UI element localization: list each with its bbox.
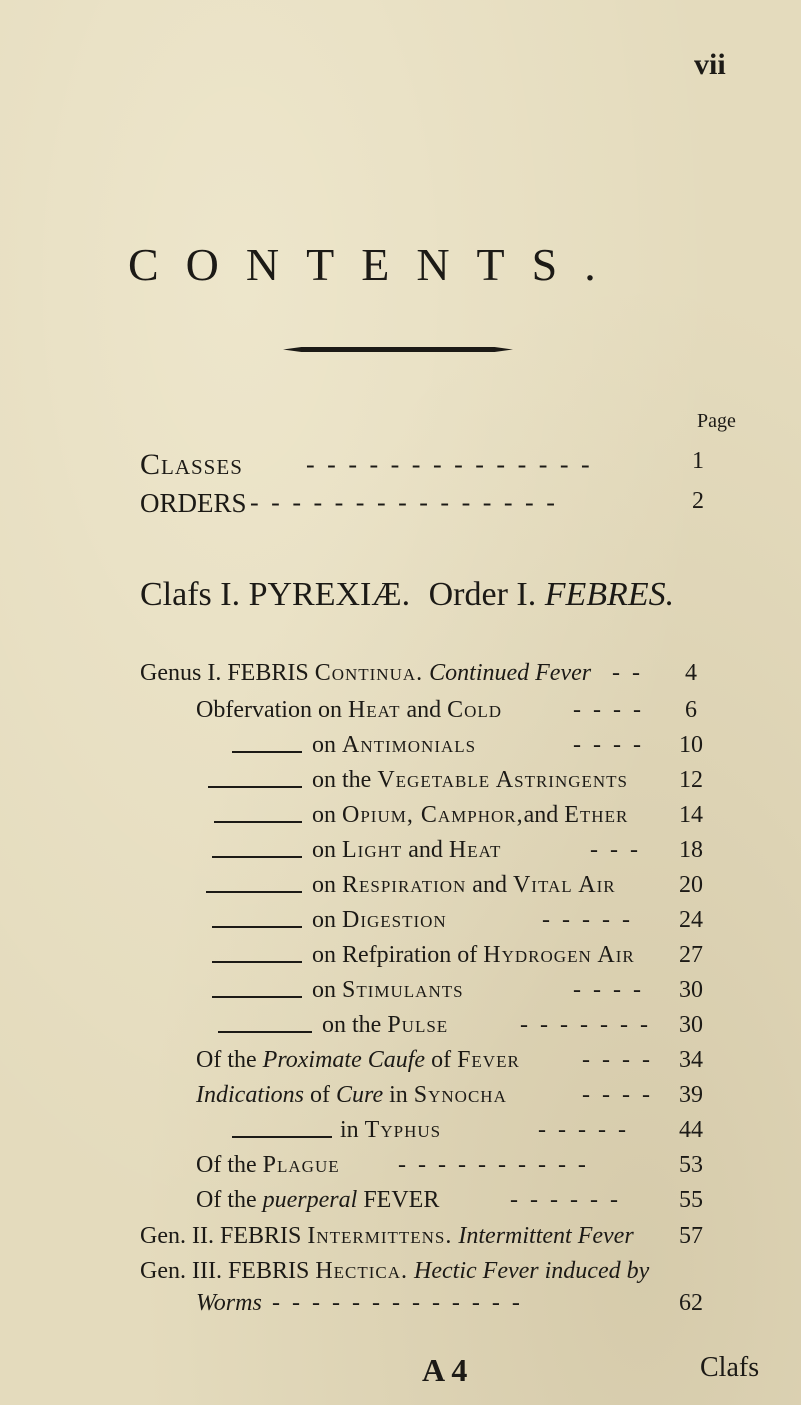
entry-smallcaps: Continua. — [314, 660, 424, 686]
entry-page: 44 — [679, 1117, 703, 1143]
entry-text: III. FEBRIS — [191, 1258, 316, 1284]
classes-leader: - - - - - - - - - - - - - - — [306, 450, 593, 479]
toc-classes — [0, 448, 801, 488]
entry-leader: - - - - - - - — [520, 1012, 651, 1038]
toc-entry — [0, 660, 801, 698]
entry-text: on — [312, 802, 342, 828]
entry-text: and — [523, 802, 565, 828]
entry-text: in — [383, 1082, 414, 1108]
class-name: PYREXIÆ. — [248, 576, 411, 613]
entry-smallcaps: Typhus — [364, 1117, 442, 1143]
entry-smallcaps: Ether — [564, 802, 629, 828]
entry-text: and — [400, 697, 448, 723]
entry-text: on the — [322, 1012, 388, 1038]
entry-smallcaps: Fever — [457, 1047, 520, 1073]
toc-entry — [0, 802, 801, 840]
order-number: Order I. — [428, 576, 537, 613]
entry-italic: Proximate Caufe — [262, 1047, 426, 1073]
entry-smallcaps: Opium, Camphor, — [342, 802, 524, 828]
entry-italic: puerperal — [262, 1187, 358, 1213]
ditto-rule — [218, 1031, 312, 1033]
entry-smallcaps: Plague — [262, 1152, 340, 1178]
entry-smallcaps: Cold — [447, 697, 503, 723]
ditto-rule — [212, 856, 302, 858]
entry-italic: Indications — [196, 1082, 304, 1108]
entry-text: on — [312, 837, 342, 863]
entry-smallcaps: Respiration — [342, 872, 467, 898]
entry-text: Of the — [196, 1047, 263, 1073]
signature-mark: A 4 — [422, 1352, 468, 1388]
toc-entry — [0, 1047, 801, 1085]
entry-text: on — [312, 872, 342, 898]
entry-smallcaps: Intermittens. — [307, 1223, 453, 1249]
class-number: Clafs I. — [140, 576, 241, 613]
class-heading — [140, 576, 674, 614]
toc-entry — [0, 697, 801, 735]
entry-leader: - - - - - - - - - - — [398, 1152, 589, 1178]
entry-page: 57 — [679, 1223, 703, 1249]
entry-smallcaps: Pulse — [387, 1012, 449, 1038]
entry-text: Obfervation on — [196, 697, 348, 723]
entry-prefix: Genus I. — [140, 660, 222, 686]
entry-leader: - - - - - — [538, 1117, 629, 1143]
toc-entry — [0, 1117, 801, 1155]
entry-page: 55 — [679, 1187, 703, 1213]
ditto-rule — [212, 926, 302, 928]
title-rule — [283, 347, 513, 352]
toc-orders — [0, 488, 801, 528]
ditto-rule — [212, 996, 302, 998]
entry-text: on — [312, 907, 342, 933]
entry-page: 62 — [679, 1290, 703, 1316]
toc-entry — [0, 1082, 801, 1120]
entry-smallcaps: Hectica. — [315, 1258, 409, 1284]
entry-page: 18 — [679, 837, 703, 863]
entry-page: 20 — [679, 872, 703, 898]
toc-entry — [0, 1290, 801, 1328]
entry-smallcaps: Heat — [347, 697, 401, 723]
entry-page: 30 — [679, 1012, 703, 1038]
toc-entry — [0, 907, 801, 945]
entry-text: and — [466, 872, 513, 898]
page-column-label: Page — [697, 410, 736, 432]
entry-leader: - - - — [590, 837, 641, 863]
entry-smallcaps: Synocha — [413, 1082, 507, 1108]
entry-page: 12 — [679, 767, 703, 793]
orders-label: ORDERS — [140, 488, 247, 518]
page-title: CONTENTS. — [128, 239, 623, 290]
entry-leader: - - - - - — [542, 907, 633, 933]
toc-entry — [0, 732, 801, 770]
entry-text: FEVER — [357, 1187, 440, 1213]
entry-prefix: Gen. — [140, 1223, 186, 1249]
entry-text: FEBRIS — [227, 660, 315, 686]
ditto-rule — [232, 751, 302, 753]
entry-text: on — [312, 732, 342, 758]
entry-page: 10 — [679, 732, 703, 758]
entry-smallcaps: Vegetable Astringents — [377, 767, 629, 793]
entry-page: 14 — [679, 802, 703, 828]
entry-text: of — [304, 1082, 336, 1108]
entry-italic: Hectic Fever induced by — [408, 1258, 650, 1284]
entry-leader: - - — [612, 660, 643, 686]
entry-italic: Worms — [196, 1290, 262, 1316]
orders-page: 2 — [692, 488, 704, 514]
entry-page: 53 — [679, 1152, 703, 1178]
folio-number: vii — [694, 48, 726, 81]
entry-page: 30 — [679, 977, 703, 1003]
entry-page: 4 — [685, 660, 697, 686]
toc-entry — [0, 977, 801, 1015]
entry-leader: - - - - — [573, 732, 644, 758]
entry-text: II. FEBRIS — [191, 1223, 308, 1249]
entry-leader: - - - - - - — [510, 1187, 621, 1213]
entry-smallcaps: Vital Air — [512, 872, 616, 898]
entry-text: on — [312, 977, 342, 1003]
entry-leader: - - - - — [573, 977, 644, 1003]
entry-smallcaps: Antimonials — [342, 732, 477, 758]
entry-smallcaps: Heat — [448, 837, 502, 863]
classes-label: Classes — [140, 448, 243, 481]
entry-page: 39 — [679, 1082, 703, 1108]
entry-page: 6 — [685, 697, 697, 723]
entry-leader: - - - - — [582, 1047, 653, 1073]
ditto-rule — [212, 961, 302, 963]
entry-smallcaps: Digestion — [342, 907, 447, 933]
entry-leader: - - - - - - - - - - - - - — [272, 1290, 523, 1316]
toc-entry — [0, 1012, 801, 1050]
ditto-rule — [232, 1136, 332, 1138]
toc-entry — [0, 872, 801, 910]
order-name: FEBRES. — [544, 576, 675, 613]
entry-smallcaps: Hydrogen Air — [483, 942, 635, 968]
ditto-rule — [206, 891, 302, 893]
entry-page: 34 — [679, 1047, 703, 1073]
entry-text: on the — [312, 767, 378, 793]
toc-entry — [0, 1223, 801, 1261]
toc-entry — [0, 942, 801, 980]
entry-text: of — [425, 1047, 458, 1073]
entry-leader: - - - - — [573, 697, 644, 723]
entry-page: 24 — [679, 907, 703, 933]
entry-prefix: Gen. — [140, 1258, 186, 1284]
toc-entry — [0, 767, 801, 805]
entry-italic: Cure — [336, 1082, 384, 1108]
toc-entry — [0, 837, 801, 875]
entry-smallcaps: Light — [342, 837, 403, 863]
entry-italic: Intermittent Fever — [452, 1223, 634, 1249]
entry-text: Of the — [196, 1187, 263, 1213]
entry-leader: - - - - — [582, 1082, 653, 1108]
ditto-rule — [214, 821, 302, 823]
entry-page: 27 — [679, 942, 703, 968]
entry-smallcaps: Stimulants — [342, 977, 464, 1003]
ditto-rule — [208, 786, 302, 788]
entry-text: and — [402, 837, 449, 863]
entry-text: in — [340, 1117, 365, 1143]
orders-leader: - - - - - - - - - - - - - - - — [250, 488, 558, 517]
entry-italic: Continued Fever — [423, 660, 592, 686]
toc-entry — [0, 1187, 801, 1225]
toc-entry — [0, 1152, 801, 1190]
entry-text: on Refpiration of — [312, 942, 484, 968]
catchword: Clafs — [700, 1352, 760, 1383]
entry-text: Of the — [196, 1152, 263, 1178]
classes-page: 1 — [692, 448, 704, 474]
